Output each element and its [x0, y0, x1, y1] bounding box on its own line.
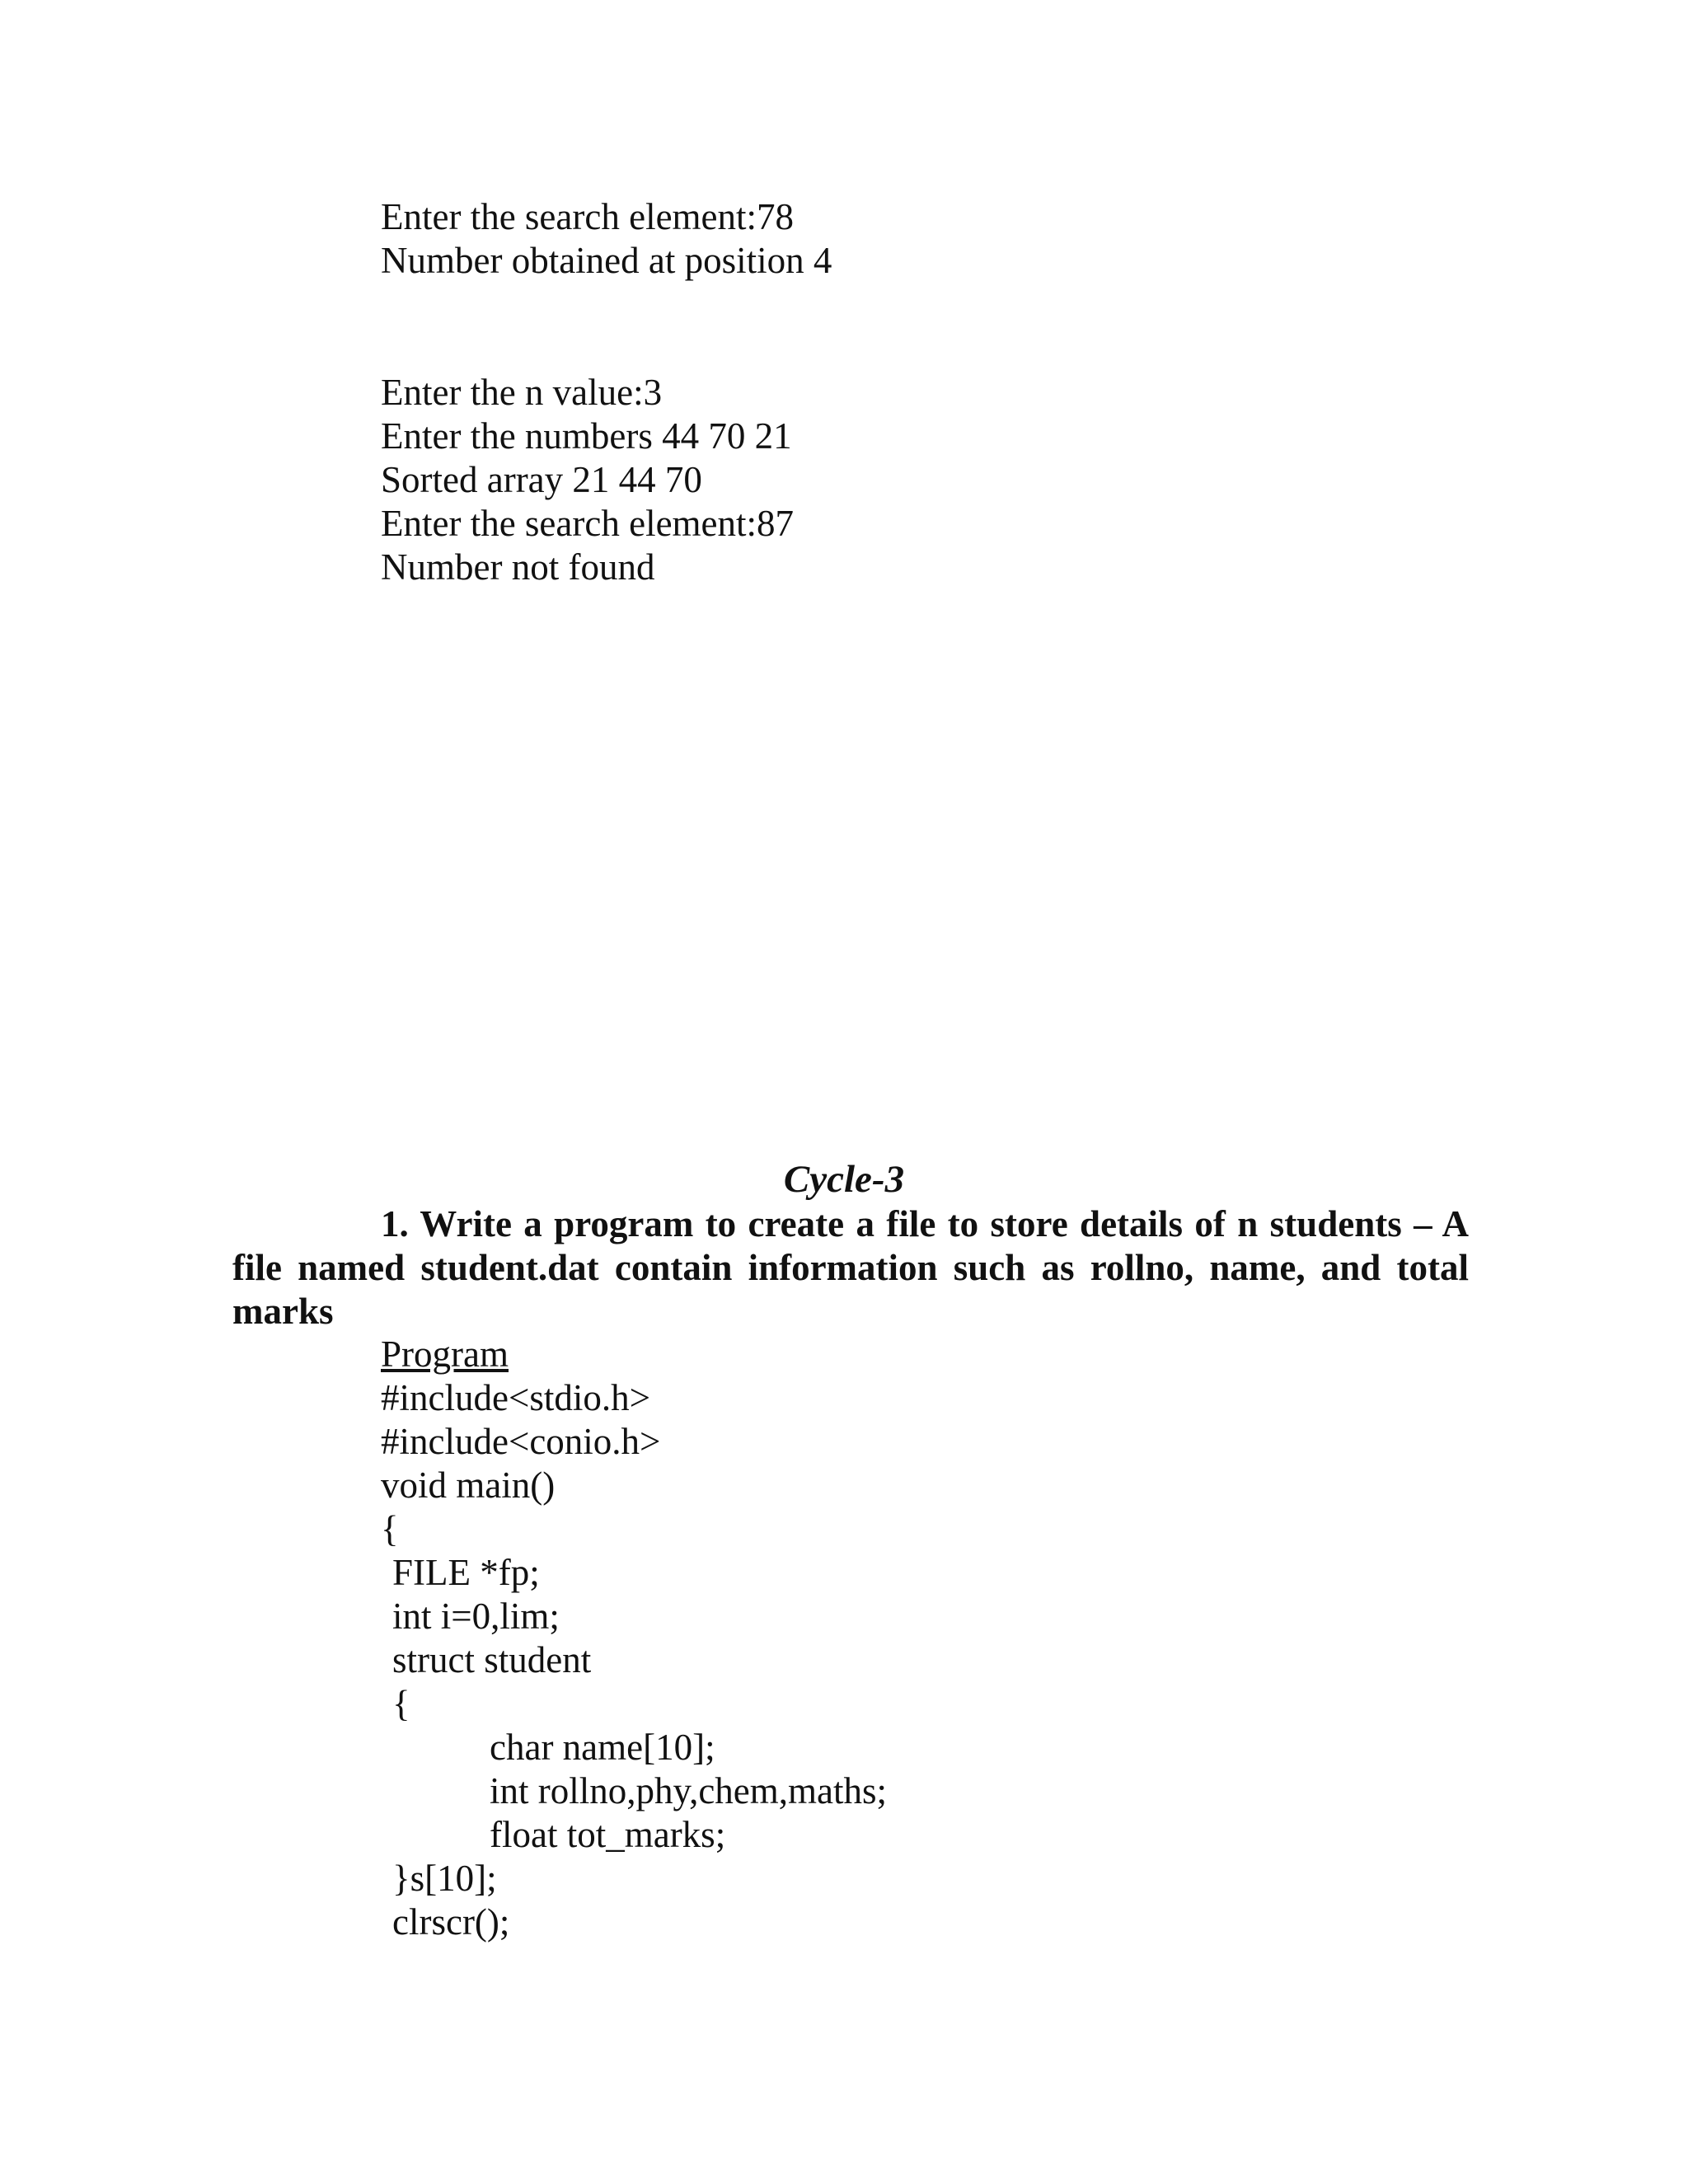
- output-line: Enter the search element:78: [381, 196, 795, 237]
- output-line: Number obtained at position 4: [381, 240, 832, 281]
- question-text: 1. Write a program to create a file to store details of n students – A file named student.dat contain information such as rollno, name, and total marks: [232, 1203, 1469, 1332]
- code-line: }s[10];: [392, 1858, 497, 1899]
- output-line: Enter the n value:3: [381, 372, 663, 413]
- code-line: FILE *fp;: [392, 1552, 540, 1593]
- code-line: struct student: [392, 1639, 592, 1680]
- code-line: {: [392, 1683, 410, 1724]
- output-line: Number not found: [381, 546, 655, 588]
- code-line: {: [381, 1508, 399, 1549]
- code-line: #include<conio.h>: [381, 1421, 661, 1462]
- output-line: Sorted array 21 44 70: [381, 459, 702, 500]
- output-line: Enter the search element:87: [381, 503, 795, 544]
- code-line: int i=0,lim;: [392, 1596, 560, 1637]
- code-line: void main(): [381, 1465, 556, 1506]
- code-line: char name[10];: [490, 1727, 715, 1768]
- code-line: clrscr();: [392, 1901, 510, 1943]
- program-label: Program: [381, 1333, 509, 1375]
- code-line: float tot_marks;: [490, 1814, 726, 1855]
- code-line: #include<stdio.h>: [381, 1377, 650, 1418]
- output-line: Enter the numbers 44 70 21: [381, 415, 792, 457]
- section-heading: Cycle-3: [783, 1158, 905, 1201]
- code-line: int rollno,phy,chem,maths;: [490, 1770, 888, 1811]
